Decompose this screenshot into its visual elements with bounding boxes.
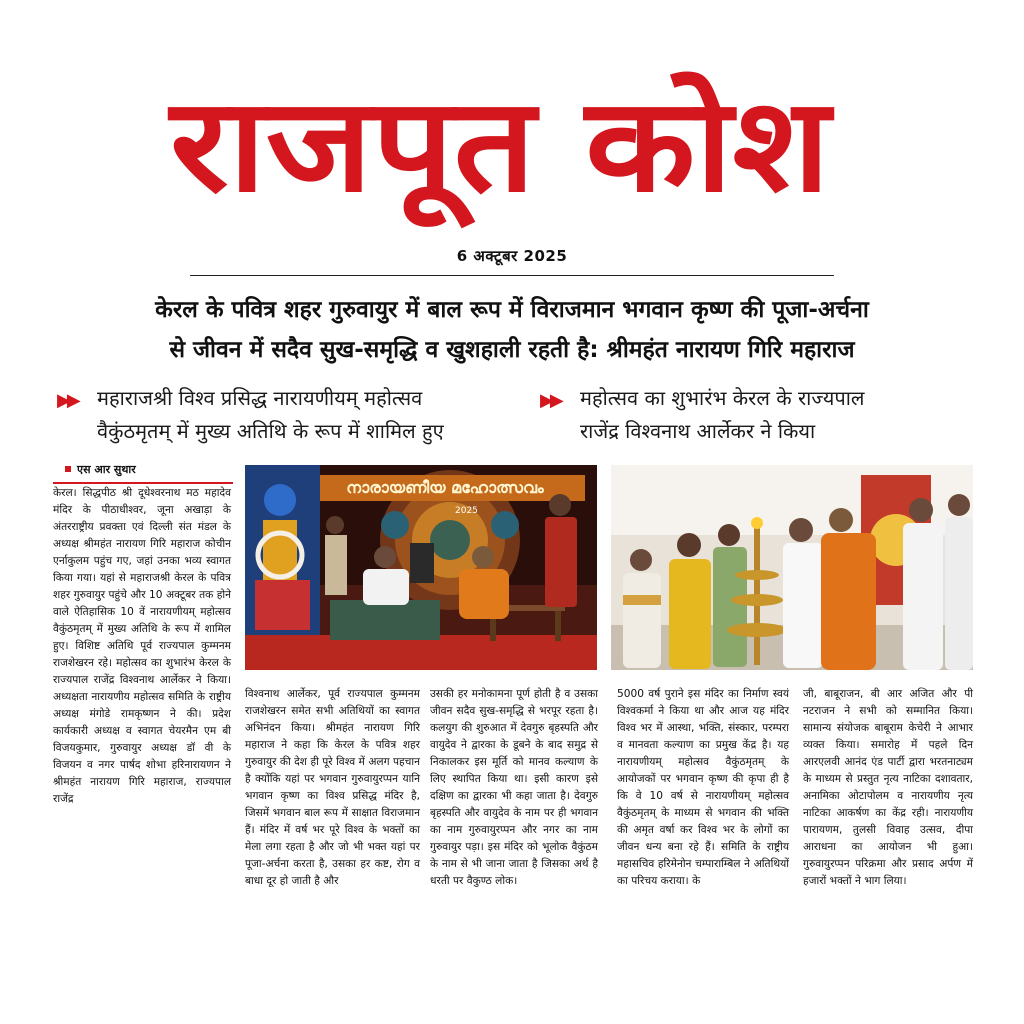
column-2-text: विश्वनाथ आर्लेकर, पूर्व राज्यपाल कुम्मनम राजशेखरन समेत सभी अतिथियों का स्वागत अभिनंदन किया। श्रीमहंत नारायण गिरि महाराज ने कहा कि केरल के पवित्र शहर गुरुवायुर की देश ही पूरे विश्व में अलग पहचान है क्योंकि यहां पर भगवान गुरुवायुरप्पन यानि भगवान कृष्ण का विश्व प्रसिद्ध मंदिर है, जिसमें भगवान बाल रूप में साक्षात विराजमान हैं। मंदिर में वर्ष भर पूरे विश्व के भक्तों का मेला लगा रहता है और जो भी भक्त यहां पर पूजा-अर्चना करता है, उसका हर कष्ट, रोग व बाधा दूर हो जाती है और xyxy=(245,688,420,887)
headline-line-2: से जीवन में सदैव सुख-समृद्धि व खुशहाली रहती है: श्रीमहंत नारायण गिरि महाराज xyxy=(169,337,855,363)
subhead-left-line-2: वैकुंठमृतम् में मुख्य अतिथि के रूप में शामिल हुए xyxy=(97,419,444,443)
article-column-3 xyxy=(430,686,598,890)
header-divider xyxy=(190,275,834,276)
photo-banner-year: 2025 xyxy=(455,506,478,516)
stage-photo-illustration xyxy=(245,465,597,670)
article-column-2 xyxy=(245,686,420,890)
column-3-text: उसकी हर मनोकामना पूर्ण होती है व उसका जीवन सदैव सुख-समृद्धि से भरपूर रहता है। कलयुग की शुरुआत में देवगुरु बृहस्पति और वायुदेव ने द्वारका के डूबने के बाद समुद्र से निकालकर इस मूर्ति को मानव कल्याण के लिए स्थापित किया था। इसी कारण इसे दक्षिण का द्वारका भी कहा जाता है। देवगुरु बृहस्पति और वायुदेव के नाम पर ही भगवान का नाम गुरुवायुरप्पन और नगर का नाम गुरुवायुर पड़ा। इस मंदिर को भूलोक वैकुंठम के नाम से भी जाना जाता है जिसका अर्थ है धरती पर वैकुण्ठ लोक। xyxy=(430,688,598,887)
photo-banner-text: നാരായണീയ മഹോത്സവം xyxy=(346,478,544,497)
masthead-logo xyxy=(150,40,850,240)
main-headline xyxy=(40,290,984,370)
article-column-5 xyxy=(803,686,973,890)
article-column-4 xyxy=(617,686,789,890)
column-1-text: केरल। सिद्धपीठ श्री दूधेश्वरनाथ मठ महादेव मंदिर के पीठाधीश्वर, जूना अखाड़ा के अंतरराष्ट्रीय प्रवक्ता एवं दिल्ली संत मंडल के अध्यक्ष श्रीमहंत नारायण गिरि महाराज कोचीन एर्नाकुलम पहुंच गए, जहां उनका भव्य स्वागत किया गया। यहां से महाराजश्री केरल के पवित्र शहर गुरुवायुर पहुंचे और 10 अक्टूबर तक होने वाले ऐतिहासिक 10 वें नारायणीयम् महोत्सव वैकुंठमृतम् में मुख्य अतिथि के रूप में शामिल हुए। विशिष्ट अतिथि पूर्व राज्यपाल कुम्मनम राजशेखरन रहे। महोत्सव का शुभारंभ केरल के राज्यपाल राजेंद्र विश्वनाथ आर्लेकर ने किया। अध्यक्षता नारायणीय महोत्सव समिति के राष्ट्रीय अध्यक्ष मंगोडे रामकृष्णन ने की। प्रदेश कार्यकारी अध्यक्ष व स्वागत चेयरमैन एम बी विजयकुमार, गुरुवायुर अध्यक्ष डॉ वी के विजयन व नगर पार्षद शोभा हरिनारायणन ने श्रीमहंत नारायण गिरि महाराज, राज्यपाल राजेंद्र xyxy=(53,487,231,805)
article-column-1 xyxy=(53,485,231,808)
byline xyxy=(53,462,233,484)
column-4-text: 5000 वर्ष पुराने इस मंदिर का निर्माण स्वयं विश्वकर्मा ने किया था और आज यह मंदिर विश्व भर में आस्था, भक्ति, संस्कार, परम्परा व मानवता कल्याण का प्रमुख केंद्र है। यह नारायणीयम् महोत्सव वैकुंठमृतम् के आयोजकों पर भगवान कृष्ण की कृपा ही है कि वे 10 वर्ष से नारायणीयम् महोत्सव वैकुंठमृतम् के माध्यम से भगवान की भक्ति की अमृत वर्षा कर विश्व भर के लोगों का जीवन धन्य बना रहे हैं। समिति के राष्ट्रीय महासचिव हरिमेनोन चम्पाराम्बिल ने अतिथियों का परिचय कराया। के xyxy=(617,688,789,887)
issue-date: 6 अक्टूबर 2025 xyxy=(456,247,568,265)
lamp-photo-illustration xyxy=(611,465,973,670)
event-photo-lamp-lighting xyxy=(611,465,973,670)
subhead-right-line-2: राजेंद्र विश्वनाथ आर्लेकर ने किया xyxy=(580,419,816,443)
subhead-left xyxy=(57,382,537,448)
byline-author: एस आर सुथार xyxy=(77,463,136,476)
column-5-text: जी, बाबूराजन, बी आर अजित और पी नटराजन ने सभी को सम्मानित किया। सामान्य संयोजक बाबूराम केचेरी ने आभार व्यक्त किया। समारोह में पहले दिन आरएलवी आनंद एंड पार्टी द्वारा भरतनाट्यम के माध्यम से प्रस्तुत नृत्य नाटिका दशावतार, अनामिका ओटापोलम व नारायणीय नृत्य नाटिका आकर्षण का केंद्र रही। नारायणीय पारायणम, तुलसी विवाह उत्सव, दीपा आराधना का आयोजन भी हुआ। गुरुवायुरप्पन परिक्रमा और प्रसाद अर्पण में हजारों भक्तों ने भाग लिया। xyxy=(803,688,973,887)
subhead-left-line-1: महाराजश्री विश्व प्रसिद्ध नारायणीयम् महोत्सव xyxy=(97,386,423,410)
headline-line-1: केरल के पवित्र शहर गुरुवायुर में बाल रूप में विराजमान भगवान कृष्ण की पूजा-अर्चना xyxy=(155,297,869,323)
subhead-right-line-1: महोत्सव का शुभारंभ केरल के राज्यपाल xyxy=(580,386,865,410)
masthead-svg xyxy=(150,40,850,240)
masthead-title: राजपूत कोश xyxy=(170,69,769,221)
subhead-right xyxy=(540,382,1000,448)
bullet-icon xyxy=(65,466,71,472)
double-arrow-icon: ▶▶ xyxy=(540,390,560,411)
event-photo-stage xyxy=(245,465,597,670)
double-arrow-icon: ▶▶ xyxy=(57,390,77,411)
